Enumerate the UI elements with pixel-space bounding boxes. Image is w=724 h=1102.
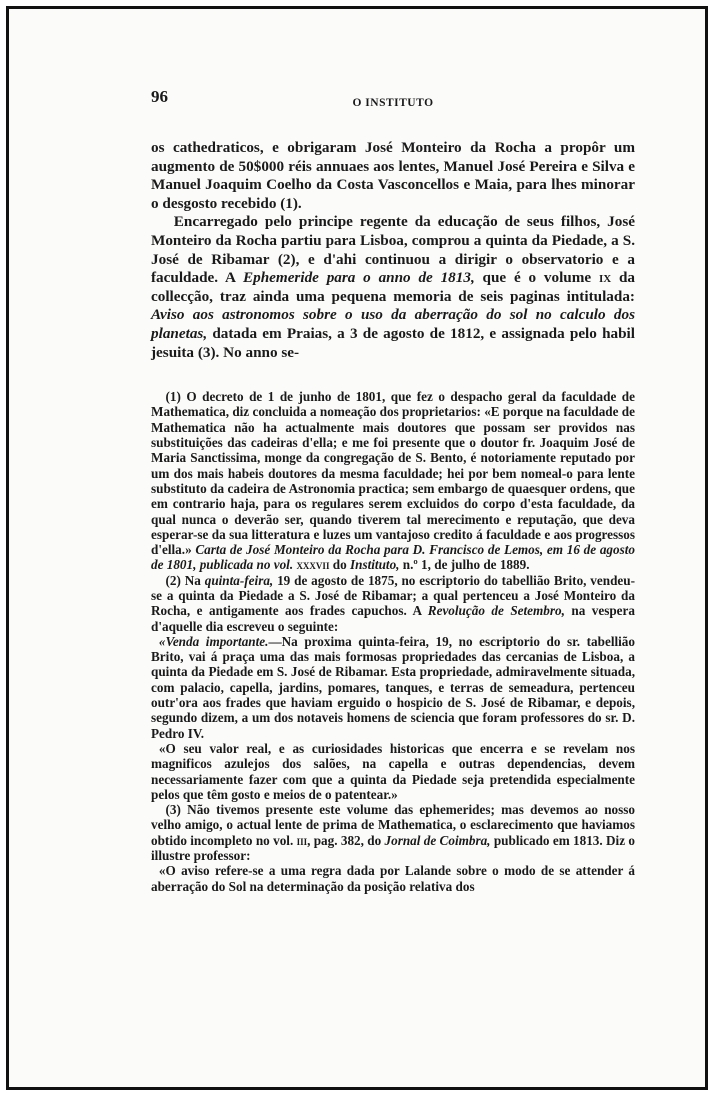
p2-ephemeride-title: Ephemeride para o anno de 1813,	[242, 269, 475, 287]
footnote-1	[151, 389, 635, 573]
fn3-text-b: pag. 382, do	[313, 832, 385, 848]
fn3-volume: iii,	[293, 832, 314, 848]
p2-volume-number: ix	[598, 269, 612, 287]
footnotes	[151, 389, 635, 894]
footnote-2-quote-1	[151, 634, 635, 741]
footnote-3-quote: «O aviso refere-se a uma regra dada por Lalande sobre o modo de se attender á aberração do Sol na determinação da posição relativa dos	[151, 863, 635, 894]
quote-heading: «Venda importante.	[158, 633, 269, 649]
page-content	[151, 87, 635, 894]
p2-text-d: datada em Praias, a 3 de agosto de 1812, e assignada pelo habil jesuita (3). No anno se-	[151, 324, 635, 361]
paragraph-1: os cathedraticos, e obrigaram José Monteiro da Rocha a propôr um augmento de 50$000 réis annuaes aos lentes, Manuel José Pereira e Silva e Manuel Joaquim Coelho da Costa Vasconcellos e Maia, para lhes minorar o desgosto recebido (1).	[151, 139, 635, 212]
fn3-journal: Jornal de Coimbra,	[384, 832, 491, 848]
p2-text-a: Encarregado pelo principe regente da educação de seus filhos, José Monteiro da Rocha partiu para Lisboa, comprou a quinta da Piedade, a S. José de Ribamar (2), e d'ahi continuou a dirigir o observatorio e a faculdade. A	[151, 213, 635, 287]
quote-1-text: —Na proxima quinta-feira, 19, no escriptorio do sr. tabellião Brito, vai á praça uma das mais formosas propriedades das cercanias de Lisboa, a quinta da Piedade em S. José de Ribamar. Esta propriedade, admiravelmente situada, com palacio, capella, jardins, pomares, tanques, e terras de semeadura, pertenceu outr'ora aos frades que haviam erguido o hospicio de S. José de Ribamar, e depois, segundo dizem, a um dos notaveis homens de sciencia que foram professores do sr. D. Pedro IV.	[151, 633, 635, 741]
page-number: 96	[151, 87, 168, 106]
p2-text-b: que é o volume	[474, 269, 599, 287]
page-frame	[6, 6, 708, 1090]
fn1-text-b: do	[332, 557, 350, 573]
fn2-text-b: 19 de agosto de 1875, no escriptorio do tabellião Brito, vendeu-se a quinta da Piedade a S. José de Ribamar; a qual pertenceu a José Monteiro da Rocha, e antigamente aos frades capuchos. A	[151, 572, 635, 619]
fn1-volume: xxxvii	[293, 557, 333, 573]
footnote-3	[151, 802, 635, 863]
footnote-2-quote-2: «O seu valor real, e as curiosidades historicas que encerra e se revelam nos magnificos azulejos dos salões, na capella e outras dependencias, devem necessariamente fazer com que a quinta da Piedade seja pretendida especialmente pelos que têm gosto e meios de o patentear.»	[151, 740, 635, 802]
fn1-letter-title: Carta de José Monteiro da Rocha para D. Francisco de Lemos, em 16 de agosto de 1801, publicada no vol.	[151, 542, 635, 573]
fn1-instituto: Instituto,	[349, 557, 400, 573]
fn2-text-a: (2) Na	[165, 572, 205, 588]
running-title: O INSTITUTO	[352, 97, 434, 109]
fn2-weekday: quinta-feira,	[204, 572, 274, 588]
fn2-text-c: na vespera d'aquelle dia escreveu o seguinte:	[151, 603, 635, 634]
fn3-text-a: (3) Não tivemos presente este volume das ephemerides; mas devemos ao nosso velho amigo, o actual lente de prima de Mathematica, o esclarecimento que haviamos obtido incompleto no vol.	[151, 802, 635, 848]
p2-text-c: da collecção, traz ainda uma pequena memoria de seis paginas intitulada:	[151, 269, 636, 305]
footnote-2	[151, 573, 635, 634]
fn1-text: (1) O decreto de 1 de junho de 1801, que fez o despacho geral da faculdade de Mathematica, diz concluida a nomeação dos proprietarios: «E porque na faculdade de Mathematica não ha actualmente mais doutores que possam ser providos nas substituições das cadeiras d'ella; e me foi presente que o doutor fr. Joaquim José de Maria Sanctissima, monge da congregação de S. Bento, é notoriamente reputado por um dos mais habeis doutores da mesma faculdade; hei por bem nomeal-o para lente substituto da cadeira de Astronomia practica; sem embargo de quaesquer ordens, que em contrario haja, para os regulares serem excluidos do corpo d'esta faculdade, da qual nunca o deverão ser, quando tiverem tal merecimento e reputação, que deva esperar-se da sua litteratura e luzes um vantajoso credito á faculdade e aos progressos d'ella.»	[151, 389, 635, 558]
fn3-text-c: publicado em 1813. Diz o illustre professor:	[151, 832, 635, 864]
p2-aviso-title: Aviso aos astronomos sobre o uso da aberração do sol no calculo dos planetas,	[151, 306, 635, 342]
fn1-text-c: n.º 1, de julho de 1889.	[399, 557, 530, 573]
page-header	[151, 87, 635, 117]
paragraph-2	[151, 213, 635, 362]
main-text	[151, 139, 635, 362]
fn2-newspaper: Revolução de Setembro,	[427, 603, 565, 619]
